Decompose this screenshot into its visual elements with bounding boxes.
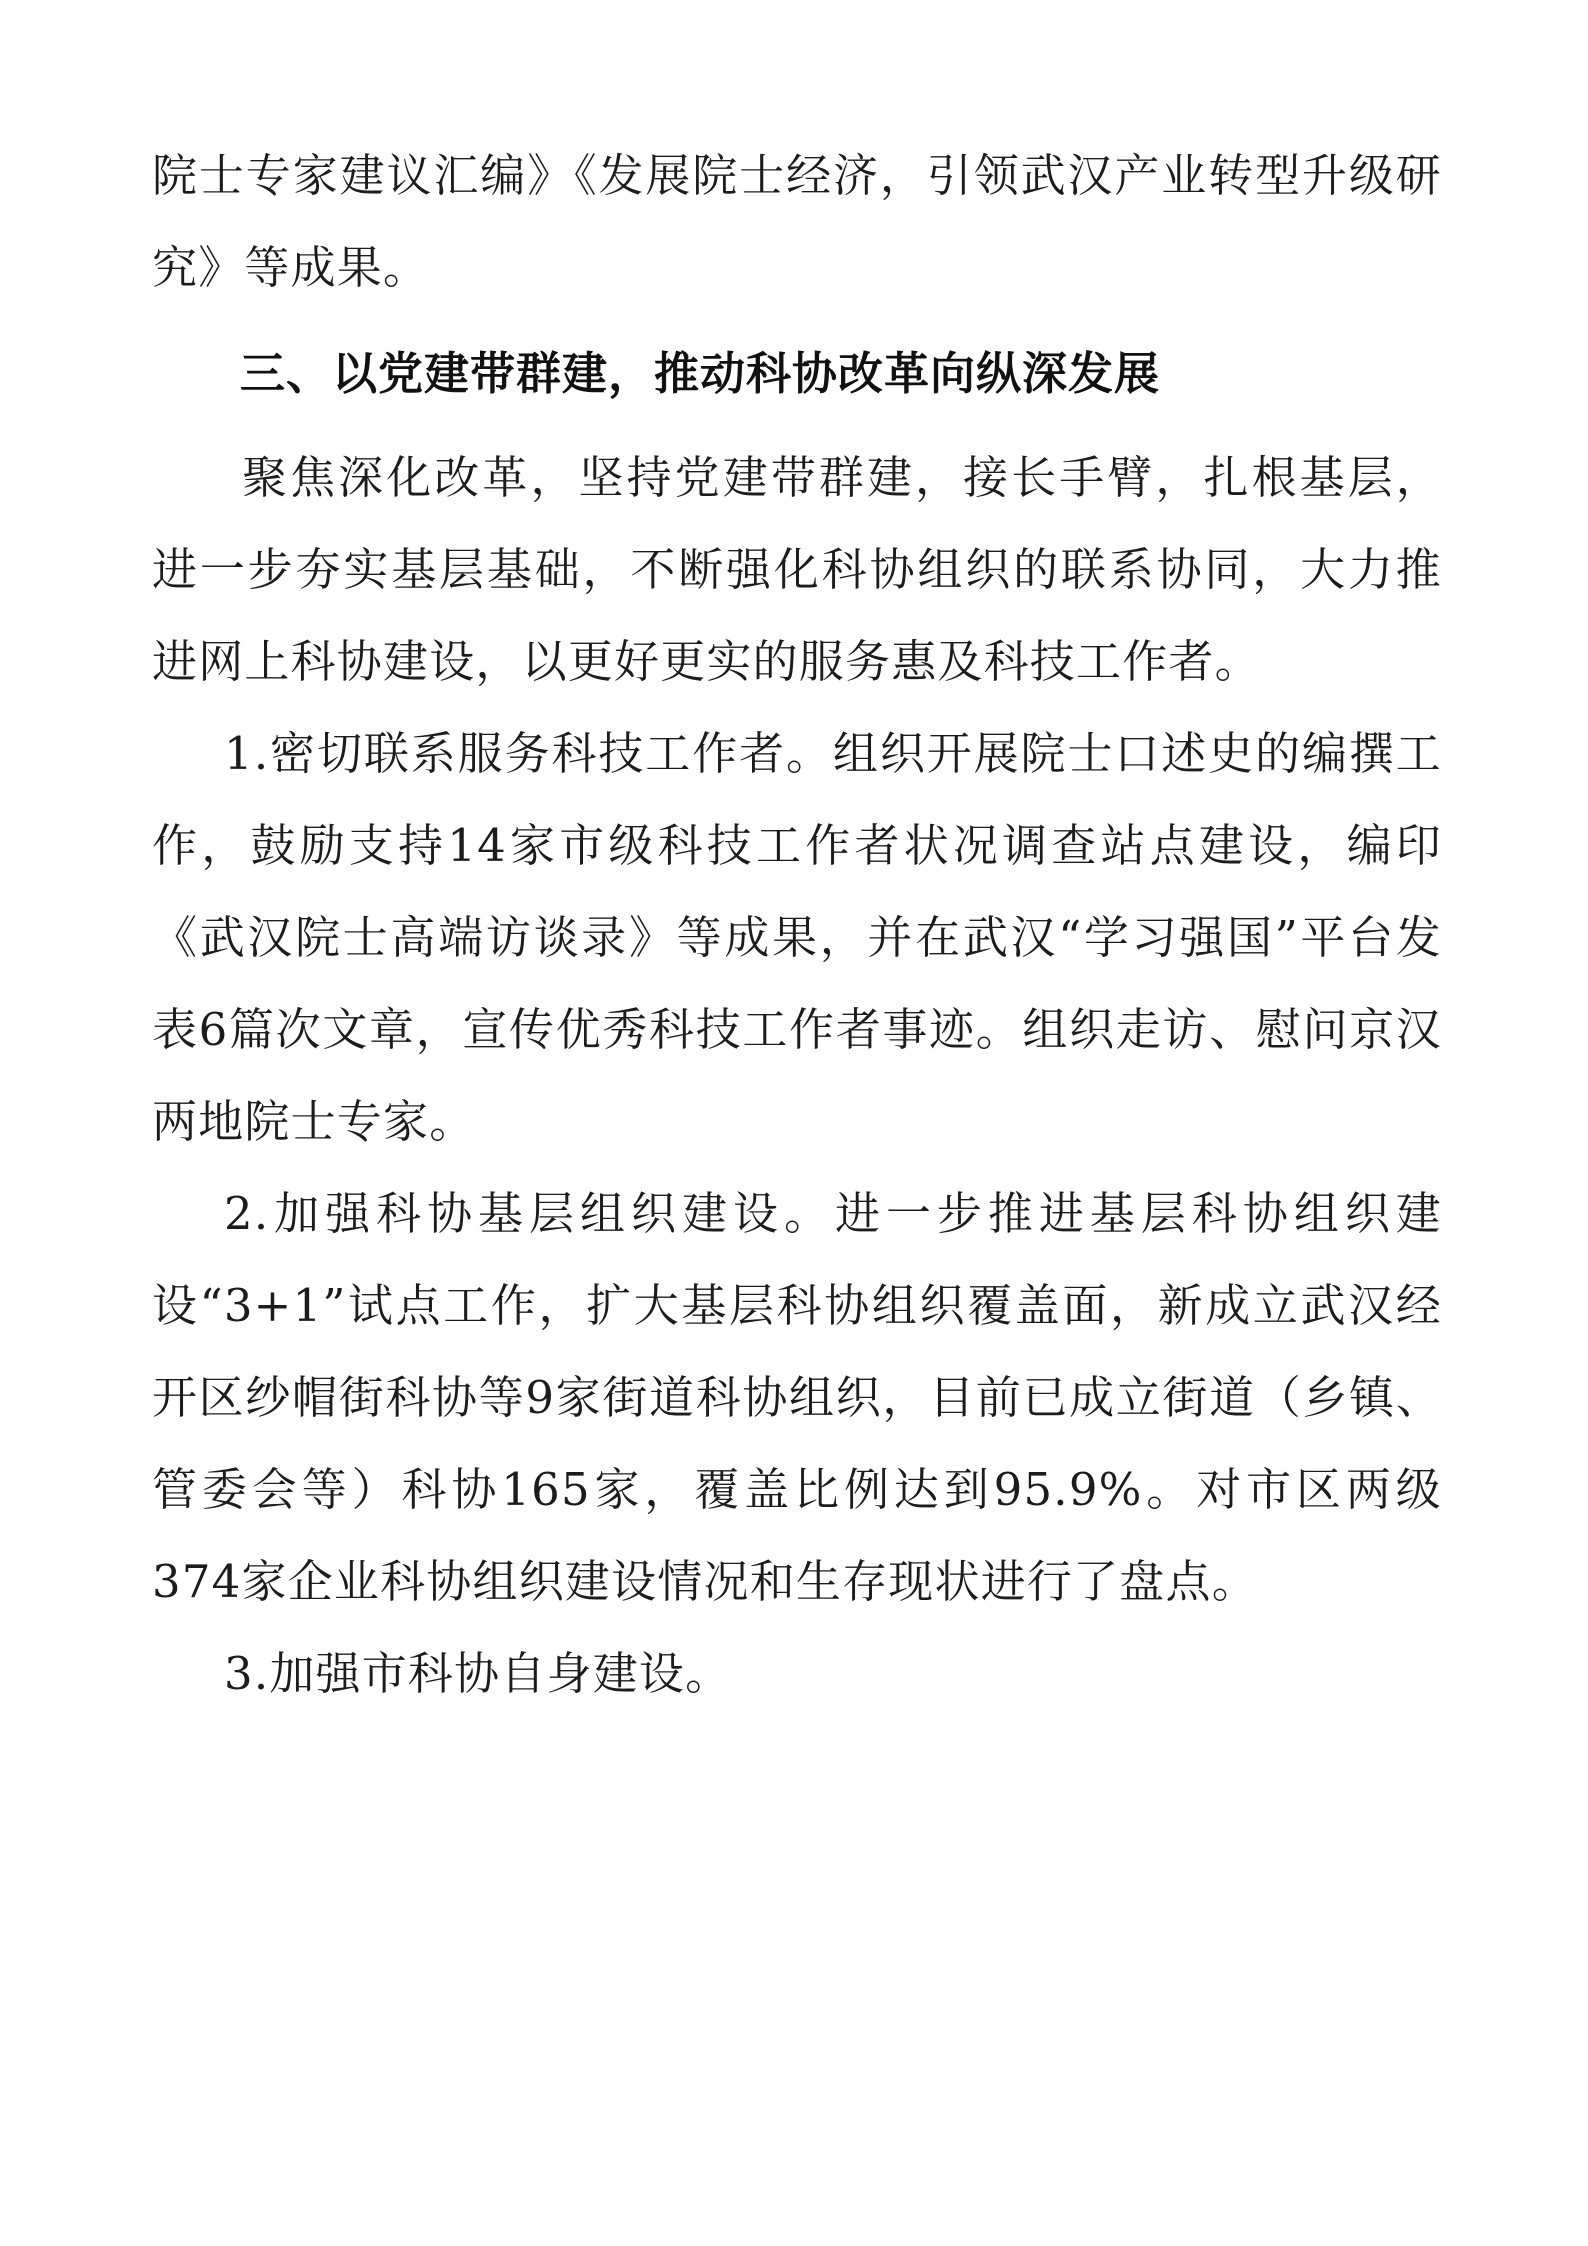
- paragraph-continued: 院士专家建议汇编》《发展院士经济，引领武汉产业转型升级研究》等成果。: [152, 149, 1442, 294]
- paragraph-overview: 聚焦深化改革，坚持党建带群建，接长手臂，扎根基层，进一步夯实基层基础，不断强化科协组织的联系协同，大力推进网上科协建设，以更好更实的服务惠及科技工作者。: [152, 451, 1442, 688]
- paragraph-item-1: 1.密切联系服务科技工作者。组织开展院士口述史的编撰工作，鼓励支持14家市级科技工作者状况调查站点建设，编印《武汉院士高端访谈录》等成果，并在武汉“学习强国”平台发表6篇次文章，宣传优秀科技工作者事迹。组织走访、慰问京汉两地院士专家。: [152, 727, 1442, 1148]
- document-body: [152, 130, 1442, 1720]
- paragraph-item-3: 3.加强市科协自身建设。: [224, 1647, 732, 1700]
- paragraph-item-2: 2.加强科协基层组织建设。进一步推进基层科协组织建设“3+1”试点工作，扩大基层科协组织覆盖面，新成立武汉经开区纱帽街科协等9家街道科协组织，目前已成立街道（乡镇、管委会等）科协165家，覆盖比例达到95.9%。对市区两级374家企业科协组织建设情况和生存现状进行了盘点。: [152, 1187, 1442, 1608]
- section-heading-3: 三、以党建带群建，推动科协改革向纵深发展: [240, 347, 1161, 400]
